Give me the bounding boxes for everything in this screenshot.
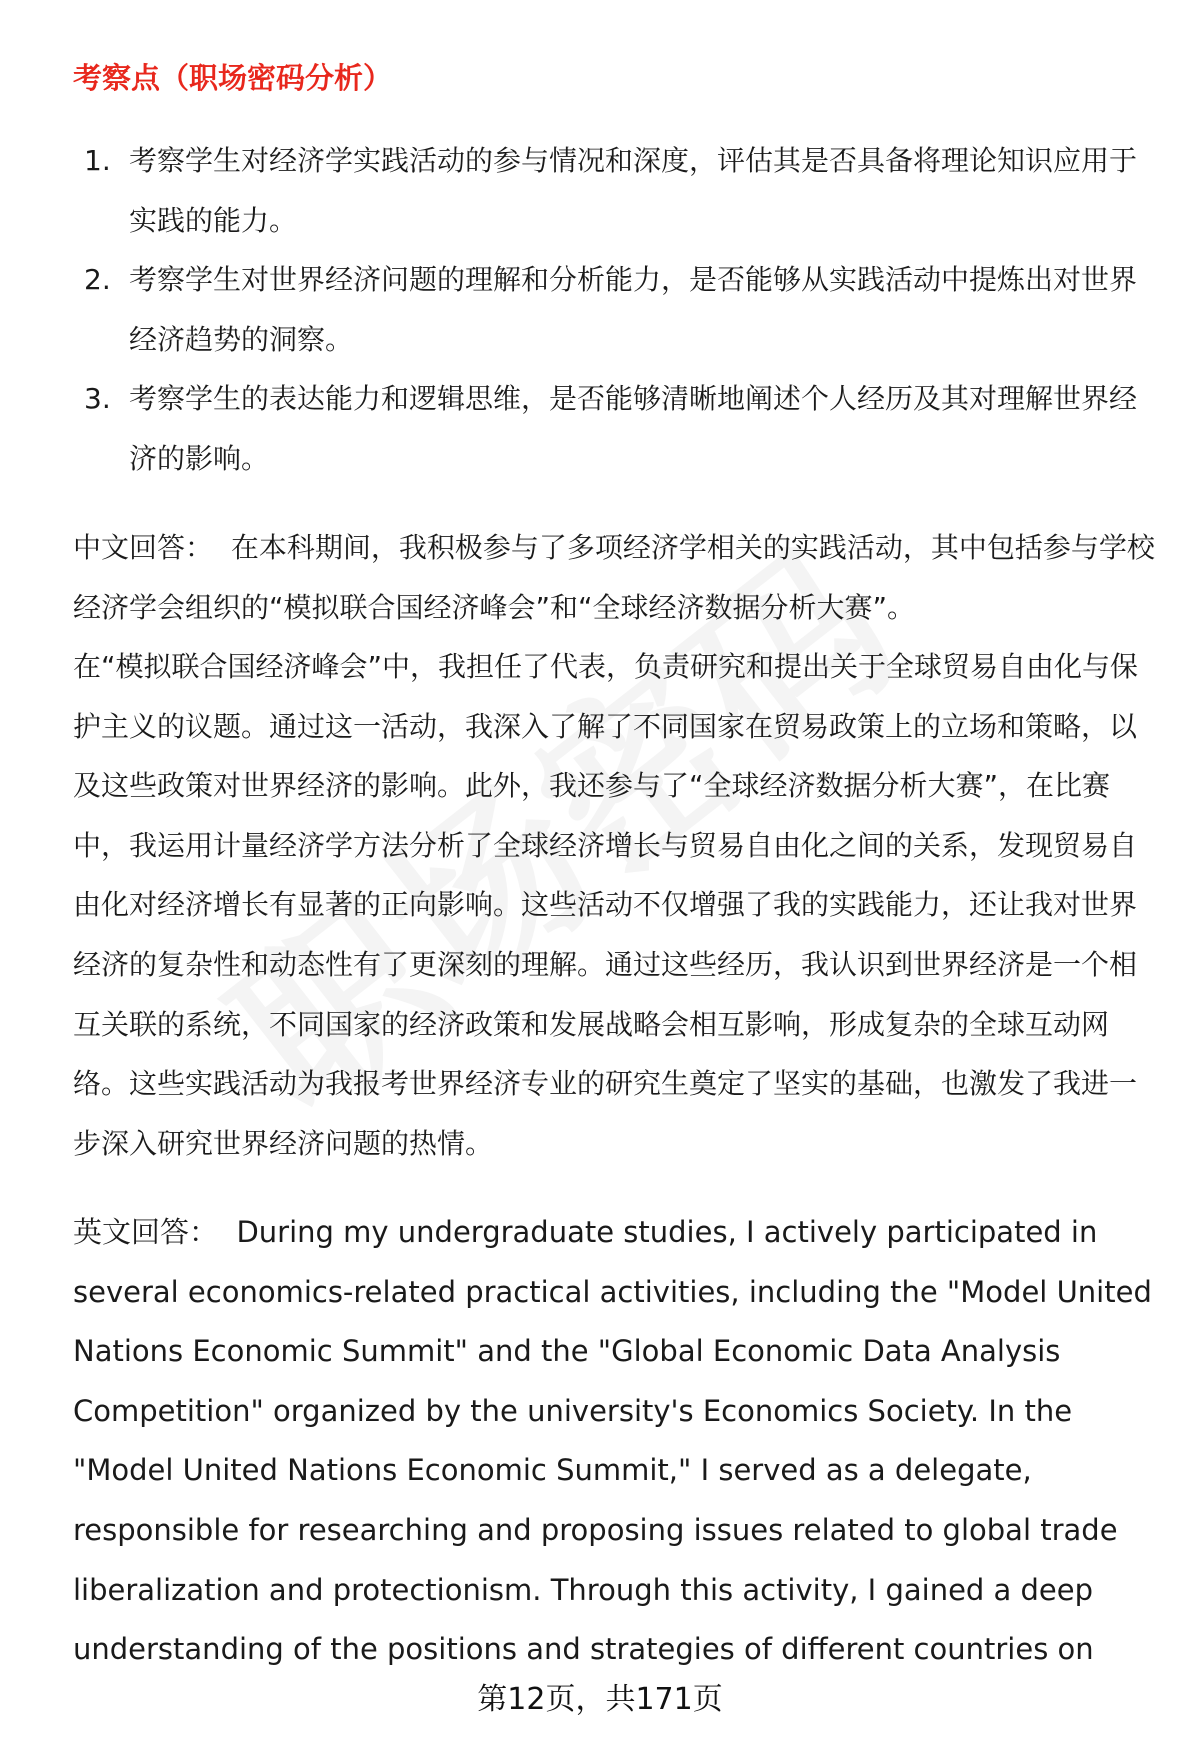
point-text: 考察学生对经济学实践活动的参与情况和深度，评估其是否具备将理论知识应用于实践的能力。 — [129, 144, 1138, 237]
evaluation-point — [84, 369, 1144, 489]
page-number: 第12页，共171页 — [477, 1682, 723, 1717]
english-answer — [73, 1203, 1163, 1680]
point-number: 1. — [84, 144, 111, 177]
chinese-answer-intro-text: 在本科期间，我积极参与了多项经济学相关的实践活动，其中包括参与学校经济学会组织的“模拟联合国经济峰会”和“全球经济数据分析大赛”。 — [73, 531, 1155, 624]
chinese-answer-label: 中文回答： — [73, 531, 214, 564]
point-number: 3. — [84, 382, 111, 415]
chinese-answer-body: 在“模拟联合国经济峰会”中，我担任了代表，负责研究和提出关于全球贸易自由化与保护主义的议题。通过这一活动，我深入了解了不同国家在贸易政策上的立场和策略，以及这些政策对世界经济的影响。此外，我还参与了“全球经济数据分析大赛”，在比赛中，我运用计量经济学方法分析了全球经济增长与贸易自由化之间的关系，发现贸易自由化对经济增长有显著的正向影响。这些活动不仅增强了我的实践能力，还让我对世界经济的复杂性和动态性有了更深刻的理解。通过这些经历，我认识到世界经济是一个相互关联的系统，不同国家的经济政策和发展战略会相互影响，形成复杂的全球互动网络。这些实践活动为我报考世界经济专业的研究生奠定了坚实的基础，也激发了我进一步深入研究世界经济问题的热情。 — [73, 650, 1139, 1160]
english-answer-text: During my undergraduate studies, I actively participated in several economics-related practical activities, including the "Model United Nations Economic Summit" and the "Global Economic Data Analysis Competition" organized by the university's Economics Society. In the "Model United Nations Economic Summit," I served as a delegate, responsible for researching and proposing issues related to global trade liberalization and protectionism. Through this activity, I gained a deep understanding of the positions and strategies of different countries on — [73, 1215, 1152, 1667]
chinese-answer-intro — [73, 518, 1163, 637]
evaluation-point — [84, 250, 1144, 370]
point-text: 考察学生对世界经济问题的理解和分析能力，是否能够从实践活动中提炼出对世界经济趋势的洞察。 — [129, 263, 1138, 356]
point-text: 考察学生的表达能力和逻辑思维，是否能够清晰地阐述个人经历及其对理解世界经济的影响。 — [129, 382, 1138, 475]
evaluation-point — [84, 131, 1144, 251]
section-heading: 考察点（职场密码分析） — [73, 61, 393, 95]
point-number: 2. — [84, 263, 111, 296]
english-answer-label: 英文回答： — [73, 1215, 219, 1249]
